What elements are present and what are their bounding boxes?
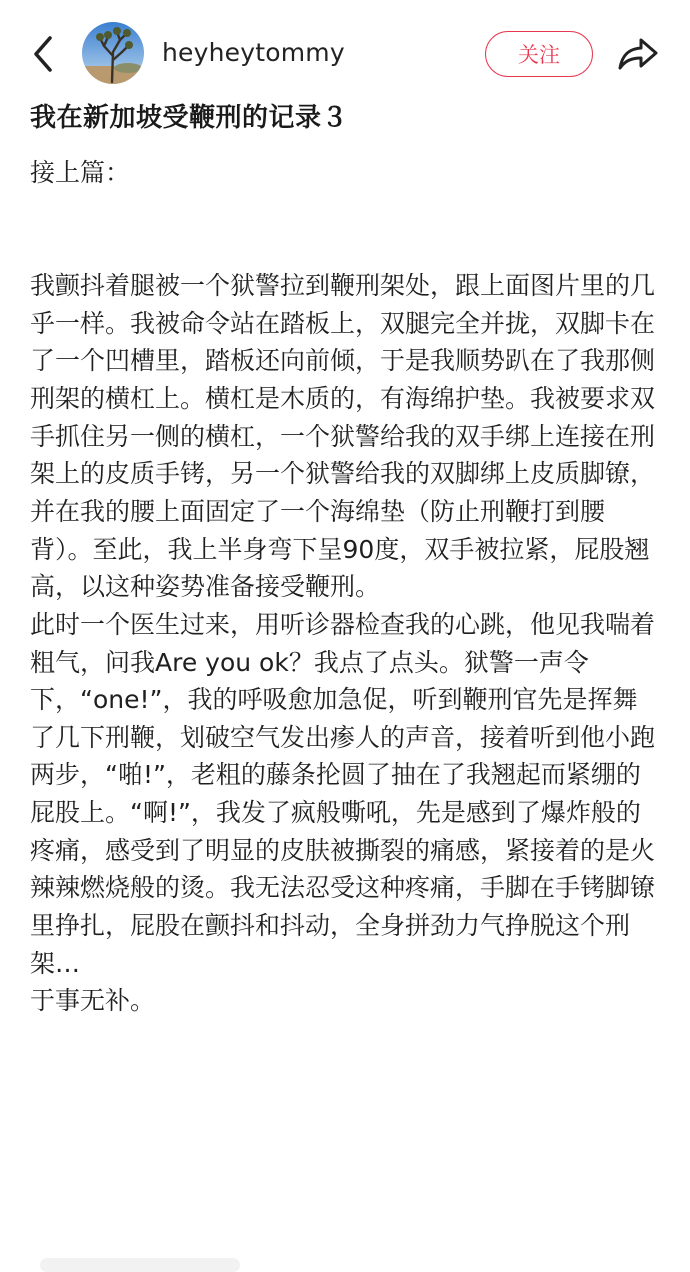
paragraph-spacer — [30, 192, 662, 267]
intro-line: 接上篇： — [30, 158, 131, 187]
comment-bar-hint[interactable] — [40, 1258, 240, 1272]
share-arrow-icon — [617, 36, 659, 72]
chevron-left-icon — [32, 35, 54, 73]
follow-button[interactable]: 关注 — [485, 31, 593, 77]
body-paragraph: 于事无补。 — [30, 986, 156, 1016]
top-bar — [0, 0, 690, 100]
back-button[interactable] — [26, 34, 60, 74]
share-button[interactable] — [616, 34, 660, 74]
post-body — [30, 154, 662, 1020]
username[interactable]: heyheytommy — [162, 38, 345, 67]
avatar[interactable] — [82, 22, 144, 84]
post-title: 我在新加坡受鞭刑的记录３ — [30, 103, 349, 133]
body-paragraph: 我颤抖着腿被一个狱警拉到鞭刑架处，跟上面图片里的几乎一样。我被命令站在踏板上，双腿完全并拢，双脚卡在了一个凹槽里，踏板还向前倾，于是我顺势趴在了我那侧刑架的横杠上。横杠是木质的，有海绵护垫。我被要求双手抓住另一侧的横杠，一个狱警给我的双手绑上连接在刑架上的皮质手铐，另一个狱警给我的双脚绑上皮质脚镣，并在我的腰上面固定了一个海绵垫（防止刑鞭打到腰背）。至此，我上半身弯下呈90度，双手被拉紧，屁股翘高，以这种姿势准备接受鞭刑。 — [30, 270, 656, 602]
avatar-image — [82, 22, 144, 84]
body-paragraph: 此时一个医生过来，用听诊器检查我的心跳，他见我喘着粗气，问我Are you ok？我点了点头。狱警一声令下，“one!”，我的呼吸愈加急促，听到鞭刑官先是挥舞了几下刑鞭，划破空气发出瘆人的声音，接着听到他小跑两步，“啪!”，老粗的藤条抡圆了抽在了我翘起而紧绷的屁股上。“啊!”，我发了疯般嘶吼，先是感到了爆炸般的疼痛，感受到了明显的皮肤被撕裂的痛感，紧接着的是火辣辣燃烧般的烫。我无法忍受这种疼痛，手脚在手铐脚镣里挣扎，屁股在颤抖和抖动，全身拼劲力气挣脱这个刑架… — [30, 609, 656, 978]
